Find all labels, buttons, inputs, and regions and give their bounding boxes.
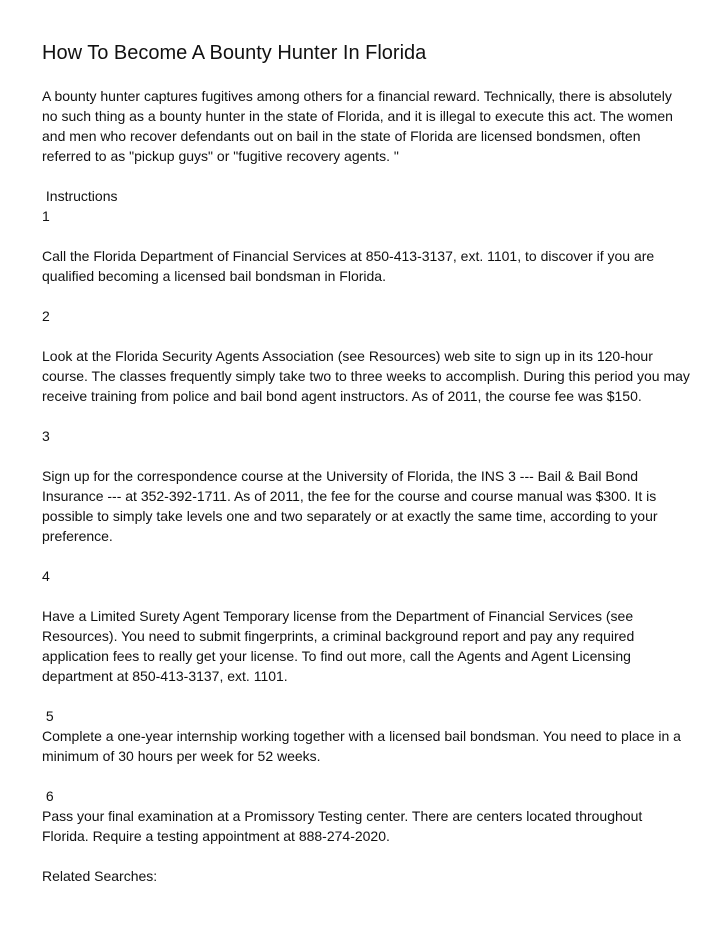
document-page xyxy=(42,40,690,886)
instructions-heading: Instructions xyxy=(42,188,118,204)
step-text-6: Pass your final examination at a Promissory Testing center. There are centers located throughout Florida. Require a testing appointment at 888-274-2020. xyxy=(42,808,643,844)
spacer xyxy=(42,226,690,246)
spacer xyxy=(42,586,690,606)
related-searches-heading: Related Searches: xyxy=(42,868,158,884)
step-number-5: 5 xyxy=(42,708,54,724)
spacer xyxy=(42,166,690,186)
spacer xyxy=(42,766,690,786)
step-text-5: Complete a one-year internship working together with a licensed bail bondsman. You need to place in a minimum of 30 hours per week for 52 weeks. xyxy=(42,728,681,764)
spacer xyxy=(42,546,690,566)
spacer xyxy=(42,286,690,306)
intro-paragraph: A bounty hunter captures fugitives among others for a financial reward. Technically, there is absolutely no such thing as a bounty hunter in the state of Florida, and it is illegal to execute this act. The women and men who recover defendants out on bail in the state of Florida are licensed bondsmen, often referred to as "pickup guys" or "fugitive recovery agents. " xyxy=(42,88,673,164)
spacer xyxy=(42,446,690,466)
step-number-4: 4 xyxy=(42,568,50,584)
page-title: How To Become A Bounty Hunter In Florida xyxy=(42,42,427,64)
spacer xyxy=(42,406,690,426)
step-text-4: Have a Limited Surety Agent Temporary license from the Department of Financial Services (see Resources). You need to submit fingerprints, a criminal background report and pay any required application fees to really get your license. To find out more, call the Agents and Agent Licensing department at 850-413-3137, ext. 1101. xyxy=(42,608,635,684)
step-text-3: Sign up for the correspondence course at the University of Florida, the INS 3 --- Bail & Bail Bond Insurance --- at 352-392-1711. As of 2011, the fee for the course and course manual was $300. It is possible to simply take levels one and two separately or at exactly the same time, according to your preference. xyxy=(42,468,658,544)
spacer xyxy=(42,846,690,866)
step-number-1: 1 xyxy=(42,208,50,224)
step-text-2: Look at the Florida Security Agents Association (see Resources) web site to sign up in its 120-hour course. The classes frequently simply take two to three weeks to accomplish. During this period you may receive training from police and bail bond agent instructors. As of 2011, the course fee was $150. xyxy=(42,348,690,404)
spacer xyxy=(42,686,690,706)
spacer xyxy=(42,326,690,346)
step-number-2: 2 xyxy=(42,308,50,324)
step-number-6: 6 xyxy=(42,788,54,804)
step-number-3: 3 xyxy=(42,428,50,444)
step-text-1: Call the Florida Department of Financial Services at 850-413-3137, ext. 1101, to discover if you are qualified becoming a licensed bail bondsman in Florida. xyxy=(42,248,655,284)
